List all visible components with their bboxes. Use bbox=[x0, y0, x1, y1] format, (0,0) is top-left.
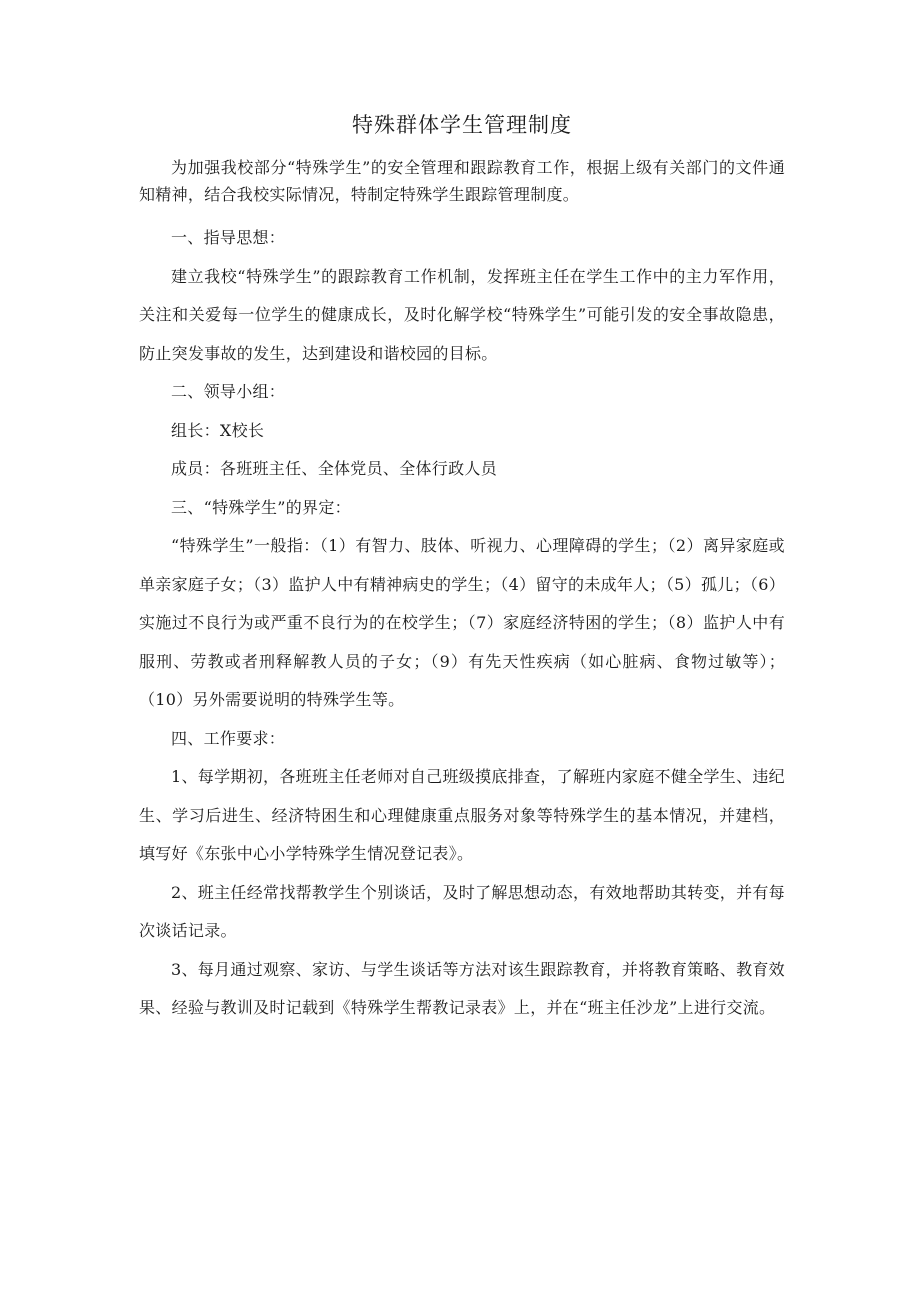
section-heading-guiding-thought: 一、指导思想： bbox=[171, 228, 286, 247]
intro-paragraph: 为加强我校部分“特殊学生”的安全管理和跟踪教育工作，根据上级有关部门的文件通知精神，结合我校实际情况，特制定特殊学生跟踪管理制度。 bbox=[139, 158, 785, 204]
guiding-thought-paragraph: 建立我校“特殊学生”的跟踪教育工作机制，发挥班主任在学生工作中的主力军作用，关注和关爱每一位学生的健康成长，及时化解学校“特殊学生”可能引发的安全事故隐患，防止突发事故的发生，达到建设和谐校园的目标。 bbox=[139, 266, 785, 363]
definition-paragraph: “特殊学生”一般指：（1）有智力、肢体、听视力、心理障碍的学生；（2）离异家庭或单亲家庭子女；（3）监护人中有精神病史的学生；（4）留守的未成年人；（5）孤儿；（6）实施过不良行为或严重不良行为的在校学生；（7）家庭经济特困的学生；（8）监护人中有服刑、劳教或者刑释解教人员的子女；（9）有先天性疾病（如心脏病、食物过敏等）；（10）另外需要说明的特殊学生等。 bbox=[139, 536, 785, 709]
section-heading-leadership-group: 二、领导小组： bbox=[171, 382, 286, 401]
leadership-leader: 组长：X校长 bbox=[171, 420, 265, 440]
requirement-item-1: 1、每学期初，各班班主任老师对自己班级摸底排查，了解班内家庭不健全学生、违纪生、学习后进生、经济特困生和心理健康重点服务对象等特殊学生的基本情况，并建档，填写好《东张中心小学特殊学生情况登记表》。 bbox=[139, 767, 785, 863]
requirement-item-3: 3、每月通过观察、家访、与学生谈话等方法对该生跟踪教育，并将教育策略、教育效果、经验与教训及时记载到《特殊学生帮教记录表》上，并在“班主任沙龙”上进行交流。 bbox=[139, 959, 785, 1017]
document-page bbox=[139, 110, 785, 1028]
section-heading-work-requirements: 四、工作要求： bbox=[171, 728, 286, 748]
section-heading-definition: 三、“特殊学生”的界定： bbox=[171, 497, 351, 517]
requirement-item-2: 2、班主任经常找帮教学生个别谈话，及时了解思想动态，有效地帮助其转变，并有每次谈话记录。 bbox=[139, 882, 785, 940]
leadership-members: 成员：各班班主任、全体党员、全体行政人员 bbox=[171, 459, 498, 478]
document-title: 特殊群体学生管理制度 bbox=[352, 113, 572, 137]
